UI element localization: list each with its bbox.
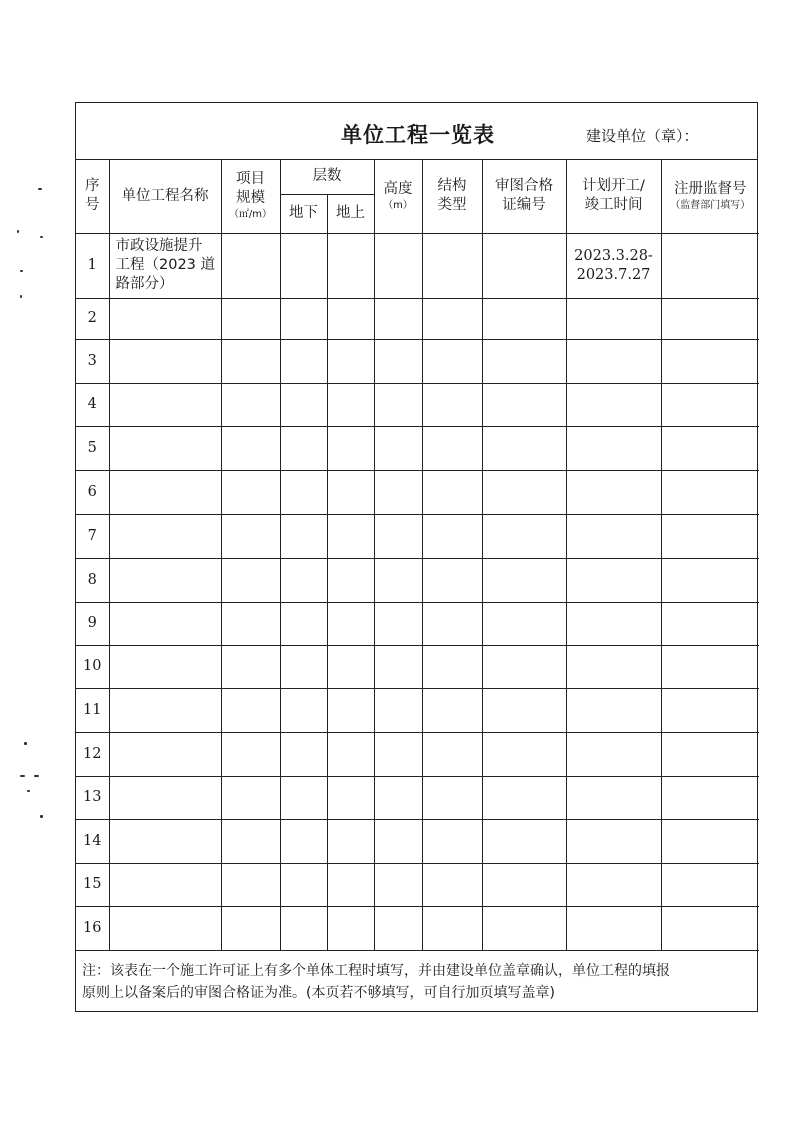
floors-below-cell[interactable] (280, 602, 327, 645)
height-cell[interactable] (374, 776, 422, 819)
structure-cell[interactable] (422, 819, 482, 863)
structure-cell[interactable] (422, 514, 482, 558)
schedule-cell[interactable]: 2023.3.28- 2023.7.27 (566, 233, 661, 298)
supervision-cell[interactable] (661, 383, 759, 426)
supervision-cell[interactable] (661, 732, 759, 776)
floors-above-cell[interactable] (327, 906, 374, 950)
table-row (76, 514, 759, 558)
name-cell[interactable] (109, 863, 221, 906)
seq-cell: 2 (76, 298, 109, 339)
scan-speck (34, 775, 39, 777)
table-row (76, 383, 759, 426)
table-row (76, 339, 759, 383)
floors-below-cell[interactable] (280, 470, 327, 514)
name-cell[interactable] (109, 514, 221, 558)
table-row (76, 558, 759, 602)
structure-cell[interactable] (422, 602, 482, 645)
header-floors-below: 地下 (280, 194, 327, 233)
name-cell[interactable] (109, 426, 221, 470)
supervision-cell[interactable] (661, 233, 759, 298)
structure-cell[interactable] (422, 776, 482, 819)
schedule-cell[interactable] (566, 732, 661, 776)
schedule-cell[interactable] (566, 426, 661, 470)
schedule-cell[interactable] (566, 558, 661, 602)
height-cell[interactable] (374, 298, 422, 339)
floors-below-cell[interactable] (280, 732, 327, 776)
table-row (76, 906, 759, 950)
schedule-cell[interactable] (566, 339, 661, 383)
header-structure: 结构 类型 (422, 160, 482, 233)
scan-speck (17, 230, 19, 233)
scale-cell[interactable] (221, 688, 280, 732)
structure-cell[interactable] (422, 298, 482, 339)
scale-cell[interactable] (221, 514, 280, 558)
header-review: 审图合格 证编号 (482, 160, 566, 233)
floors-below-cell[interactable] (280, 558, 327, 602)
table-row (76, 298, 759, 339)
supervision-cell[interactable] (661, 688, 759, 732)
unit-project-table (76, 160, 759, 951)
floors-above-cell[interactable] (327, 688, 374, 732)
schedule-cell[interactable] (566, 383, 661, 426)
review-cell[interactable] (482, 514, 566, 558)
schedule-cell[interactable] (566, 645, 661, 688)
schedule-cell[interactable] (566, 688, 661, 732)
floors-above-cell[interactable] (327, 819, 374, 863)
name-cell[interactable] (109, 645, 221, 688)
structure-cell[interactable] (422, 339, 482, 383)
floors-above-cell[interactable] (327, 470, 374, 514)
scale-cell[interactable] (221, 470, 280, 514)
header-name: 单位工程名称 (109, 160, 221, 233)
floors-below-cell[interactable] (280, 776, 327, 819)
table-row (76, 645, 759, 688)
empty-rows (76, 298, 759, 950)
seq-cell: 8 (76, 558, 109, 602)
review-cell[interactable] (482, 645, 566, 688)
name-cell[interactable] (109, 298, 221, 339)
scale-cell[interactable] (221, 863, 280, 906)
schedule-cell[interactable] (566, 602, 661, 645)
floors-above-cell[interactable] (327, 298, 374, 339)
scale-cell[interactable] (221, 298, 280, 339)
scan-speck (20, 775, 25, 777)
scan-speck (38, 188, 42, 190)
name-cell[interactable]: 市政设施提升 工程（2023 道 路部分） (109, 233, 221, 298)
height-cell[interactable] (374, 645, 422, 688)
structure-cell[interactable] (422, 732, 482, 776)
seq-cell: 3 (76, 339, 109, 383)
height-cell[interactable] (374, 426, 422, 470)
floors-above-cell[interactable] (327, 233, 374, 298)
scan-speck (20, 270, 23, 272)
floors-above-cell[interactable] (327, 863, 374, 906)
note-line: 原则上以备案后的审图合格证为准。(本页若不够填写，可自行加页填写盖章) (82, 985, 555, 1001)
name-cell[interactable] (109, 776, 221, 819)
height-cell[interactable] (374, 732, 422, 776)
supervision-cell[interactable] (661, 776, 759, 819)
scale-cell[interactable] (221, 645, 280, 688)
name-cell[interactable] (109, 339, 221, 383)
schedule-cell[interactable] (566, 863, 661, 906)
header-floors: 层数 (280, 160, 374, 194)
schedule-cell[interactable] (566, 819, 661, 863)
height-cell[interactable] (374, 514, 422, 558)
name-cell[interactable] (109, 470, 221, 514)
floors-below-cell[interactable] (280, 819, 327, 863)
seq-cell: 6 (76, 470, 109, 514)
table-row (76, 819, 759, 863)
scale-cell[interactable] (221, 426, 280, 470)
review-cell[interactable] (482, 426, 566, 470)
floors-above-cell[interactable] (327, 776, 374, 819)
review-cell[interactable] (482, 298, 566, 339)
scale-cell[interactable] (221, 339, 280, 383)
floors-below-cell[interactable] (280, 339, 327, 383)
supervision-cell[interactable] (661, 863, 759, 906)
review-cell[interactable] (482, 819, 566, 863)
header-seq: 序 号 (76, 160, 109, 233)
scale-cell[interactable] (221, 776, 280, 819)
scan-speck (24, 742, 27, 745)
seq-cell: 5 (76, 426, 109, 470)
header-scale: 项目 规模 （㎡/m） (221, 160, 280, 233)
supervision-cell[interactable] (661, 602, 759, 645)
supervision-cell[interactable] (661, 470, 759, 514)
floors-above-cell[interactable] (327, 426, 374, 470)
seq-cell: 14 (76, 819, 109, 863)
structure-cell[interactable] (422, 558, 482, 602)
supervision-cell[interactable] (661, 558, 759, 602)
header-supervision: 注册监督号 （监督部门填写） (661, 160, 759, 233)
floors-below-cell[interactable] (280, 863, 327, 906)
name-cell[interactable] (109, 819, 221, 863)
seq-cell: 9 (76, 602, 109, 645)
table-row (76, 470, 759, 514)
name-cell[interactable] (109, 602, 221, 645)
review-cell[interactable] (482, 470, 566, 514)
floors-above-cell[interactable] (327, 514, 374, 558)
scan-speck (40, 236, 43, 238)
table-row (76, 233, 759, 298)
floors-below-cell[interactable] (280, 426, 327, 470)
floors-above-cell[interactable] (327, 339, 374, 383)
height-cell[interactable] (374, 602, 422, 645)
height-cell[interactable] (374, 819, 422, 863)
table-row (76, 426, 759, 470)
floors-above-cell[interactable] (327, 645, 374, 688)
schedule-cell[interactable] (566, 298, 661, 339)
supervision-cell[interactable] (661, 819, 759, 863)
name-cell[interactable] (109, 906, 221, 950)
scale-cell[interactable] (221, 383, 280, 426)
table-row (76, 602, 759, 645)
name-cell[interactable] (109, 688, 221, 732)
form-note (76, 948, 757, 1011)
scale-cell[interactable] (221, 819, 280, 863)
schedule-cell[interactable] (566, 906, 661, 950)
form-sheet (75, 102, 758, 1012)
review-cell[interactable] (482, 339, 566, 383)
supervision-cell[interactable] (661, 298, 759, 339)
scale-cell[interactable] (221, 233, 280, 298)
seq-cell: 4 (76, 383, 109, 426)
seq-cell: 7 (76, 514, 109, 558)
seq-cell: 1 (76, 233, 109, 298)
header-row-top (76, 160, 759, 194)
supervision-cell[interactable] (661, 514, 759, 558)
header-height: 高度 （m） (374, 160, 422, 233)
floors-below-cell[interactable] (280, 233, 327, 298)
structure-cell[interactable] (422, 383, 482, 426)
review-cell[interactable] (482, 688, 566, 732)
structure-cell[interactable] (422, 426, 482, 470)
structure-cell[interactable] (422, 688, 482, 732)
review-cell[interactable] (482, 776, 566, 819)
header-floors-above: 地上 (327, 194, 374, 233)
seq-cell: 12 (76, 732, 109, 776)
note-line: 注：该表在一个施工许可证上有多个单体工程时填写，并由建设单位盖章确认，单位工程的填报 (82, 963, 670, 979)
header-schedule: 计划开工/ 竣工时间 (566, 160, 661, 233)
supervision-cell[interactable] (661, 906, 759, 950)
floors-below-cell[interactable] (280, 906, 327, 950)
schedule-cell[interactable] (566, 514, 661, 558)
structure-cell[interactable] (422, 645, 482, 688)
seq-cell: 15 (76, 863, 109, 906)
review-cell[interactable] (482, 906, 566, 950)
form-title: 单位工程一览表 (341, 123, 495, 147)
schedule-cell[interactable] (566, 470, 661, 514)
table-row (76, 732, 759, 776)
scale-cell[interactable] (221, 732, 280, 776)
height-cell[interactable] (374, 906, 422, 950)
structure-cell[interactable] (422, 906, 482, 950)
scan-speck (27, 790, 30, 792)
supervision-cell[interactable] (661, 426, 759, 470)
table-row (76, 776, 759, 819)
structure-cell[interactable] (422, 470, 482, 514)
review-cell[interactable] (482, 233, 566, 298)
table-row (76, 863, 759, 906)
supervision-cell[interactable] (661, 645, 759, 688)
review-cell[interactable] (482, 863, 566, 906)
name-cell[interactable] (109, 732, 221, 776)
name-cell[interactable] (109, 558, 221, 602)
builder-seal-label: 建设单位（章）： (586, 127, 699, 145)
seq-cell: 10 (76, 645, 109, 688)
scale-cell[interactable] (221, 558, 280, 602)
height-cell[interactable] (374, 383, 422, 426)
height-cell[interactable] (374, 558, 422, 602)
review-cell[interactable] (482, 602, 566, 645)
floors-below-cell[interactable] (280, 688, 327, 732)
seq-cell: 11 (76, 688, 109, 732)
structure-cell[interactable] (422, 233, 482, 298)
supervision-cell[interactable] (661, 339, 759, 383)
review-cell[interactable] (482, 383, 566, 426)
floors-below-cell[interactable] (280, 383, 327, 426)
scan-speck (40, 815, 43, 818)
floors-below-cell[interactable] (280, 514, 327, 558)
seq-cell: 16 (76, 906, 109, 950)
height-cell[interactable] (374, 233, 422, 298)
structure-cell[interactable] (422, 863, 482, 906)
review-cell[interactable] (482, 558, 566, 602)
review-cell[interactable] (482, 732, 566, 776)
height-cell[interactable] (374, 863, 422, 906)
schedule-cell[interactable] (566, 776, 661, 819)
height-cell[interactable] (374, 339, 422, 383)
name-cell[interactable] (109, 383, 221, 426)
floors-below-cell[interactable] (280, 298, 327, 339)
scale-cell[interactable] (221, 602, 280, 645)
title-bar (76, 103, 757, 160)
height-cell[interactable] (374, 688, 422, 732)
scale-cell[interactable] (221, 906, 280, 950)
table-row (76, 688, 759, 732)
height-cell[interactable] (374, 470, 422, 514)
floors-below-cell[interactable] (280, 645, 327, 688)
scan-speck (20, 295, 22, 298)
seq-cell: 13 (76, 776, 109, 819)
floors-above-cell[interactable] (327, 558, 374, 602)
floors-above-cell[interactable] (327, 602, 374, 645)
floors-above-cell[interactable] (327, 383, 374, 426)
floors-above-cell[interactable] (327, 732, 374, 776)
